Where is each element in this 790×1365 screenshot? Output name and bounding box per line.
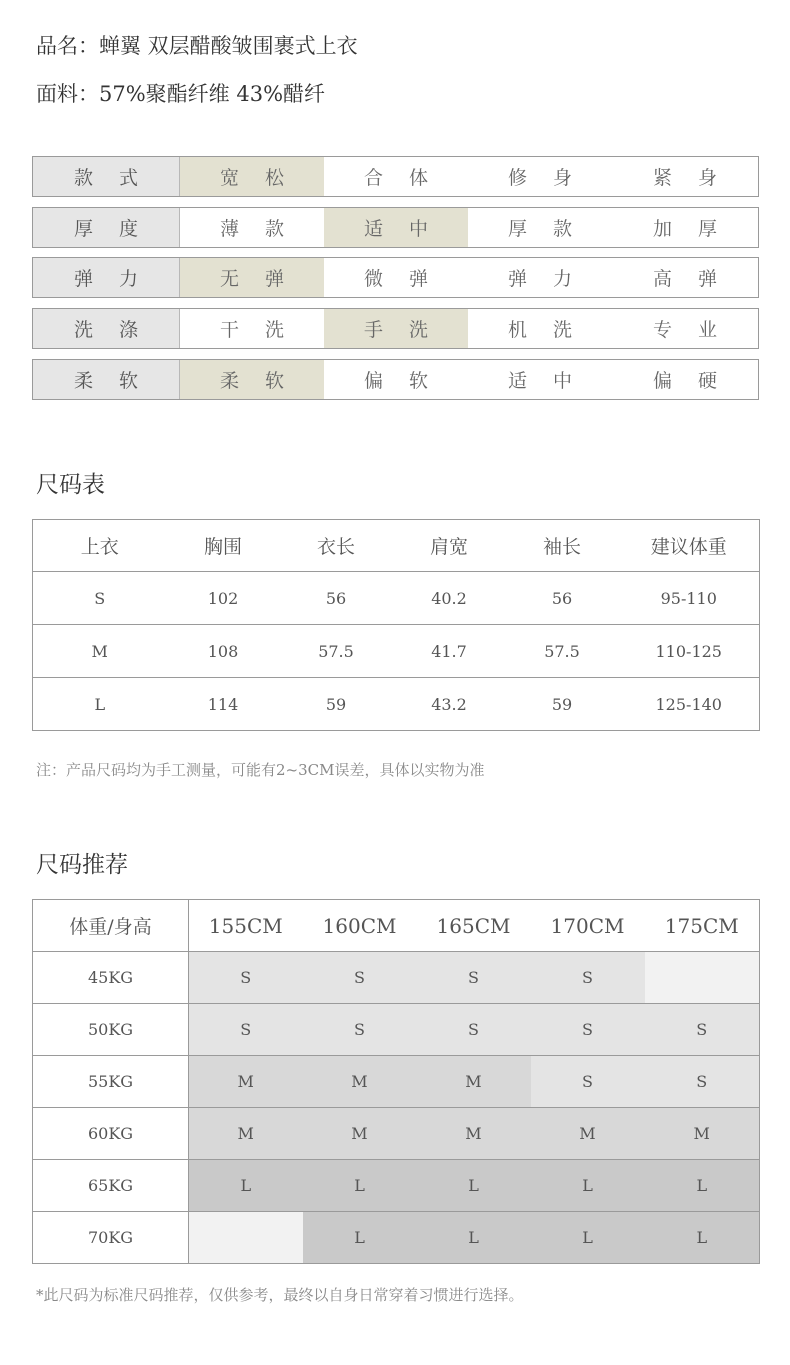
attribute-row [32,257,759,298]
recommended-size-cell: L [303,1212,417,1264]
size-chart-header: 胸围 [167,520,280,572]
recommended-size-cell: M [417,1108,531,1160]
size-chart-cell: L [94,694,106,714]
size-chart-cell: M [33,625,167,678]
recommended-size-cell: S [303,1004,417,1056]
attribute-option: 专业 [652,319,743,341]
weight-label: 50KG [33,1004,189,1056]
height-header: 165CM [417,900,531,952]
weight-label: 60KG [33,1108,189,1160]
weight-label: 45KG [33,952,189,1004]
recommended-size-cell: S [189,1004,303,1056]
size-chart-cell: 102 [167,572,280,625]
size-chart-note: 注：产品尺码均为手工测量，可能有2~3CM误差，具体以实物为准 [36,761,485,779]
weight-label: 65KG [33,1160,189,1212]
attribute-label: 厚度 [33,208,180,247]
attribute-option: 加厚 [652,218,743,240]
attribute-option-selected: 宽松 [180,157,324,196]
recommended-size-cell [189,1212,303,1264]
recommended-size-cell: M [645,1108,760,1160]
attribute-label: 柔软 [33,360,180,399]
size-chart-cell: S [33,572,167,625]
attribute-option: 厚款 [507,218,598,240]
attribute-option: 机洗 [507,319,598,341]
attribute-option: 紧身 [652,167,743,189]
recommendation-row [33,952,760,1004]
weight-label: 70KG [33,1212,189,1264]
size-chart-header: 上衣 [33,520,167,572]
recommended-size-cell: L [189,1160,303,1212]
attribute-label: 弹力 [33,258,180,297]
attribute-option: 高弹 [652,268,743,290]
attribute-option: 偏硬 [652,370,743,392]
recommended-size-cell: M [303,1056,417,1108]
recommended-size-cell: L [645,1212,760,1264]
recommended-size-cell: S [531,952,645,1004]
size-chart-cell: 59 [551,694,573,714]
attribute-row [32,207,759,248]
size-chart-cell: 40.2 [393,572,506,625]
product-name: 品名：蝉翼 双层醋酸皱围裹式上衣 [36,34,358,58]
size-chart-cell: 56 [280,572,393,625]
recommended-size-cell: M [189,1056,303,1108]
recommended-size-cell: L [531,1160,645,1212]
size-chart-header: 袖长 [506,520,619,572]
recommendation-header-row [33,900,760,952]
recommended-size-cell: L [303,1160,417,1212]
attribute-option: 合体 [363,167,454,189]
recommended-size-cell: M [303,1108,417,1160]
recommended-size-cell: S [531,1056,645,1108]
attribute-row [32,359,759,400]
recommendation-row [33,1108,760,1160]
recommended-size-cell [645,952,760,1004]
size-chart-row [33,678,760,731]
size-chart-table [32,519,760,731]
recommended-size-cell: L [417,1212,531,1264]
attribute-option: 干洗 [219,319,310,341]
attribute-option: 微弹 [363,268,454,290]
height-header: 175CM [645,900,760,952]
size-chart-cell: 41.7 [393,625,506,678]
recommendation-title: 尺码推荐 [36,852,128,878]
recommendation-corner-header: 体重/身高 [33,900,189,952]
recommendation-note: *此尺码为标准尺码推荐，仅供参考，最终以自身日常穿着习惯进行选择。 [36,1286,524,1304]
recommendation-row [33,1160,760,1212]
recommendation-row [33,1212,760,1264]
recommended-size-cell: S [189,952,303,1004]
size-chart-cell: 56 [506,572,619,625]
recommended-size-cell: S [303,952,417,1004]
attribute-option: 薄款 [219,218,310,240]
recommended-size-cell: M [417,1056,531,1108]
size-chart-cell: 43.2 [431,694,467,714]
height-header: 170CM [531,900,645,952]
size-chart-header: 衣长 [280,520,393,572]
attribute-option-selected: 柔软 [180,360,324,399]
attribute-option: 偏软 [363,370,454,392]
recommendation-row [33,1004,760,1056]
recommended-size-cell: M [531,1108,645,1160]
recommended-size-cell: S [645,1056,760,1108]
size-chart-cell: 114 [207,694,239,714]
size-chart-cell: 57.5 [280,625,393,678]
size-chart-title: 尺码表 [36,472,105,498]
recommended-size-cell: L [645,1160,760,1212]
attribute-option-selected: 手洗 [324,309,468,348]
attribute-option: 适中 [507,370,598,392]
weight-label: 55KG [33,1056,189,1108]
attribute-row [32,308,759,349]
attribute-option-selected: 适中 [324,208,468,247]
recommended-size-cell: S [417,1004,531,1056]
height-header: 155CM [189,900,303,952]
size-chart-cell: 95-110 [619,572,760,625]
recommended-size-cell: S [531,1004,645,1056]
recommended-size-cell: L [531,1212,645,1264]
size-chart-cell: 110-125 [619,625,760,678]
attribute-label: 款式 [33,157,180,196]
size-chart-row [33,572,760,625]
product-fabric: 面料：57%聚酯纤维 43%醋纤 [36,82,326,106]
size-chart-cell: 57.5 [506,625,619,678]
recommended-size-cell: S [645,1004,760,1056]
size-chart-cell: 125-140 [655,694,722,714]
recommendation-row [33,1056,760,1108]
recommended-size-cell: L [417,1160,531,1212]
size-chart-cell: 59 [325,694,347,714]
attribute-option: 修身 [507,167,598,189]
attribute-label: 洗涤 [33,309,180,348]
size-chart-header: 建议体重 [619,520,760,572]
height-header: 160CM [303,900,417,952]
attribute-option-selected: 无弹 [180,258,324,297]
size-chart-cell: 108 [167,625,280,678]
attribute-option: 弹力 [507,268,598,290]
size-recommendation-table [32,899,760,1264]
recommended-size-cell: S [417,952,531,1004]
size-chart-header-row [33,520,760,572]
recommended-size-cell: M [189,1108,303,1160]
size-chart-row [33,625,760,678]
size-chart-header: 肩宽 [393,520,506,572]
attribute-row [32,156,759,197]
